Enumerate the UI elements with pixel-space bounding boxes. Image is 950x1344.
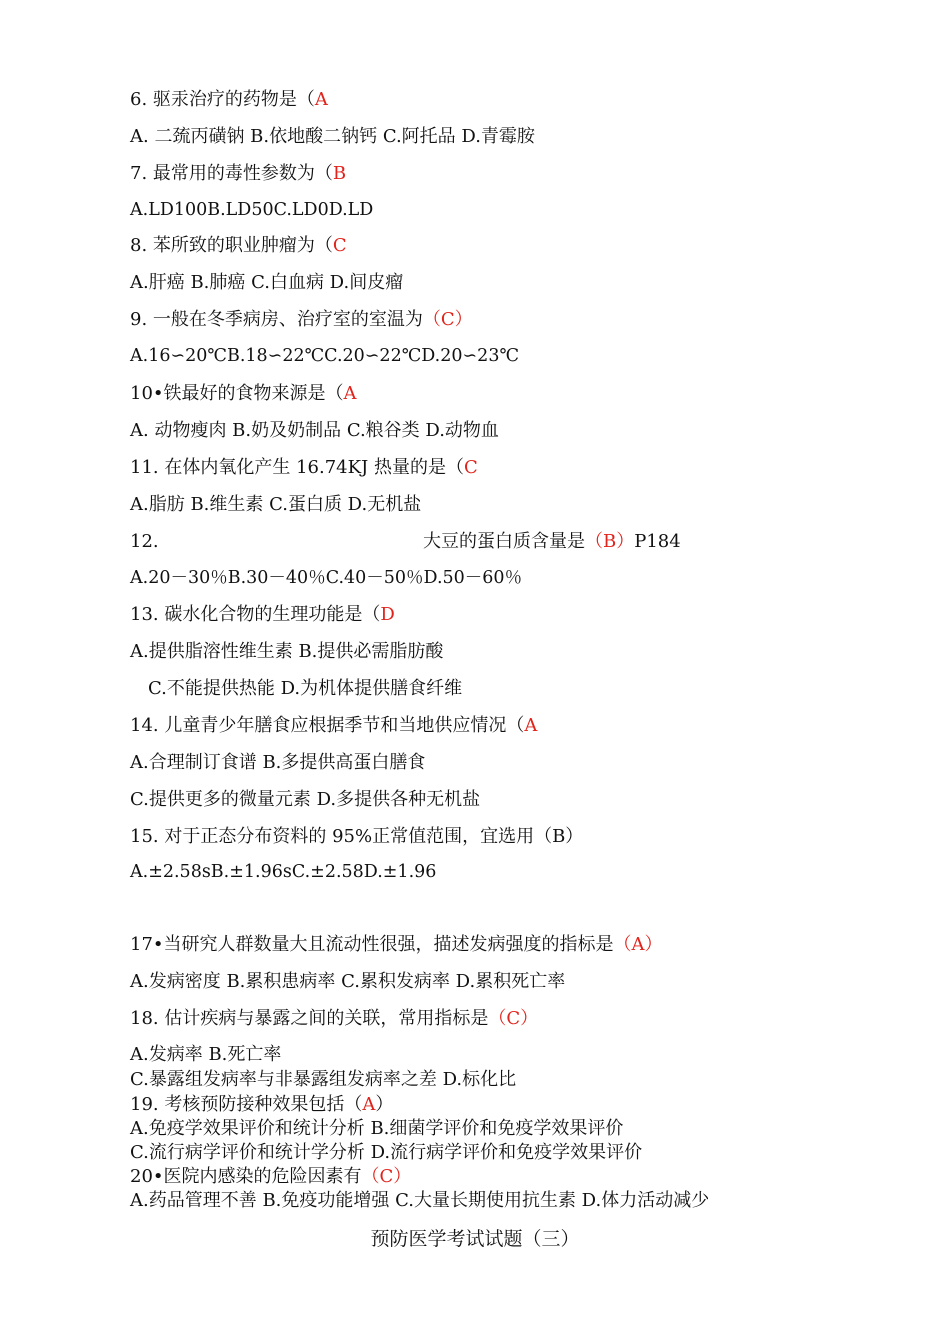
options-12: A.20－30％B.30－40％C.40－50％D.50－60％ [130, 568, 523, 588]
answer: C [332, 235, 347, 256]
question-7 [130, 163, 346, 185]
answer: （C） [422, 309, 473, 330]
question-9 [130, 309, 473, 331]
question-text: 7. 最常用的毒性参数为（ [130, 163, 333, 184]
question-18 [130, 1008, 538, 1030]
question-text: 14. 儿童青少年膳食应根据季节和当地供应情况（ [130, 715, 525, 736]
options-18-cont: C.暴露组发病率与非暴露组发病率之差 D.标化比 [130, 1069, 517, 1090]
question-13 [130, 604, 395, 626]
question-text: 13. 碳水化合物的生理功能是（ [130, 604, 381, 625]
answer: C [463, 457, 478, 478]
question-8 [130, 235, 347, 257]
question-close: ） [375, 1094, 394, 1115]
question-text: 10•铁最好的食物来源是（ [130, 383, 344, 404]
question-text: 19. 考核预防接种效果包括（ [130, 1094, 363, 1115]
question-text: 11. 在体内氧化产生 16.74KJ 热量的是（ [130, 457, 464, 478]
question-text: 大豆的蛋白质含量是 [423, 531, 585, 552]
options-13: A.提供脂溶性维生素 B.提供必需脂肪酸 [130, 641, 444, 662]
question-text: 20•医院内感染的危险因素有 [130, 1166, 362, 1187]
options-11: A.脂肪 B.维生素 C.蛋白质 D.无机盐 [130, 494, 422, 515]
question-15 [130, 826, 583, 848]
question-12-number: 12. [130, 531, 159, 552]
options-9: A.16∽20℃B.18∽22℃C.20∽22℃D.20∽23℃ [130, 346, 520, 366]
options-20: A.药品管理不善 B.免疫功能增强 C.大量长期使用抗生素 D.体力活动减少 [130, 1190, 710, 1211]
question-text: 8. 苯所致的职业肿瘤为（ [130, 235, 333, 256]
question-text: 9. 一般在冬季病房、治疗室的室温为 [130, 309, 423, 330]
answer: B [332, 163, 347, 184]
question-12 [423, 531, 681, 553]
options-14-cont: C.提供更多的微量元素 D.多提供各种无机盐 [130, 789, 481, 810]
options-10: A. 动物瘦肉 B.奶及奶制品 C.粮谷类 D.动物血 [130, 420, 499, 441]
answer: A [524, 715, 538, 736]
options-17: A.发病密度 B.累积患病率 C.累积发病率 D.累积死亡率 [130, 971, 566, 992]
question-11 [130, 457, 478, 479]
question-text: 15. 对于正态分布资料的 95%正常值范围，宜选用（B） [130, 826, 584, 847]
question-10 [130, 383, 357, 405]
question-text: 17•当研究人群数量大且流动性很强，描述发病强度的指标是 [130, 934, 614, 955]
page-footer-title: 预防医学考试试题（三） [370, 1228, 580, 1250]
options-18: A.发病率 B.死亡率 [130, 1044, 282, 1065]
question-6 [130, 89, 328, 111]
options-8: A.肝癌 B.肺癌 C.白血病 D.间皮瘤 [130, 272, 404, 293]
question-19 [130, 1094, 393, 1116]
answer: （B） [585, 531, 635, 552]
question-20 [130, 1166, 411, 1188]
options-14: A.合理制订食谱 B.多提供高蛋白膳食 [130, 752, 426, 773]
answer: （C） [361, 1166, 412, 1187]
question-text: 18. 估计疾病与暴露之间的关联，常用指标是 [130, 1008, 489, 1029]
question-17 [130, 934, 663, 956]
options-7: A.LD100B.LD50C.LD0D.LD [130, 200, 374, 220]
answer: A [343, 383, 357, 404]
answer: A [362, 1094, 376, 1115]
options-19: A.免疫学效果评价和统计分析 B.细菌学评价和免疫学效果评价 [130, 1118, 624, 1139]
options-19-cont: C.流行病学评价和统计学分析 D.流行病学评价和免疫学效果评价 [130, 1142, 643, 1163]
question-text: 6. 驱汞治疗的药物是（ [130, 89, 315, 110]
options-6: A. 二巯丙磺钠 B.依地酸二钠钙 C.阿托品 D.青霉胺 [130, 126, 535, 147]
options-15: A.±2.58sB.±1.96sC.±2.58D.±1.96 [130, 862, 437, 882]
answer: D [380, 604, 395, 625]
options-13-cont: C.不能提供热能 D.为机体提供膳食纤维 [148, 678, 463, 699]
answer: （A） [613, 934, 663, 955]
answer: A [314, 89, 328, 110]
page-reference: P184 [634, 531, 681, 552]
answer: （C） [488, 1008, 539, 1029]
question-14 [130, 715, 537, 737]
